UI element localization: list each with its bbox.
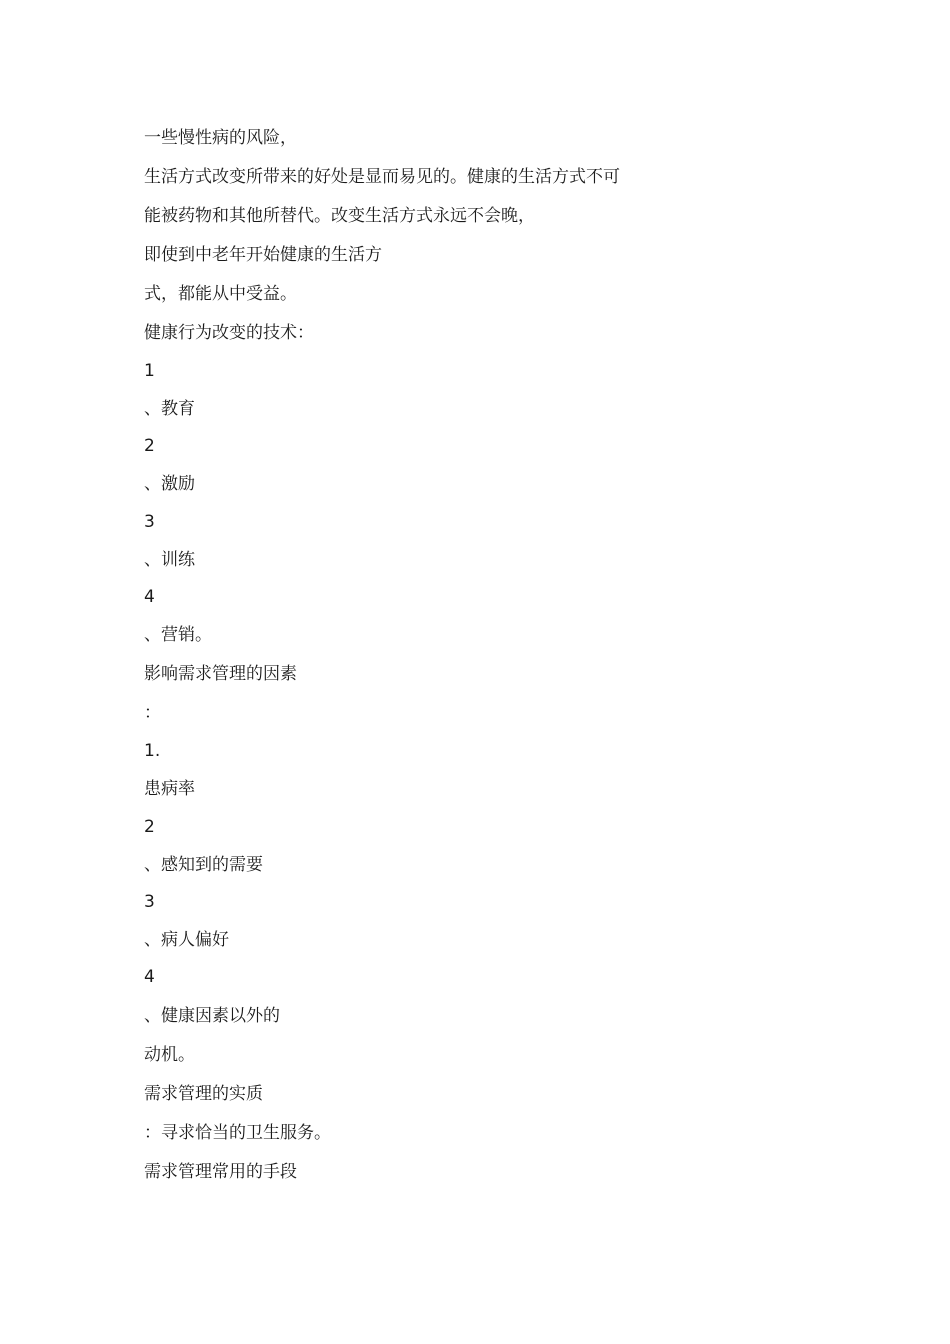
text-line: ：寻求恰当的卫生服务。 [144,1123,331,1143]
list-item: 、训练 [144,550,195,570]
text-line: 式，都能从中受益。 [144,284,297,304]
text-line: 能被药物和其他所替代。改变生活方式永远不会晚， [144,206,535,226]
text-line: 即使到中老年开始健康的生活方 [144,245,382,265]
list-item: 、激励 [144,474,195,494]
section-heading: 影响需求管理的因素 [144,664,297,684]
section-heading: 健康行为改变的技术： [144,323,314,343]
list-item: 、病人偏好 [144,930,229,950]
list-number: 4 [144,967,155,987]
list-item: 、营销。 [144,625,212,645]
text-line: ： [144,703,161,723]
list-item: 、健康因素以外的 [144,1006,280,1026]
text-line: 一些慢性病的风险， [144,128,297,148]
list-item: 患病率 [144,779,195,799]
text-line: 生活方式改变所带来的好处是显而易见的。健康的生活方式不可 [144,167,620,187]
list-number: 2 [144,436,155,456]
list-number: 4 [144,587,155,607]
list-item: 、感知到的需要 [144,855,263,875]
list-item: 、教育 [144,399,195,419]
list-number: 2 [144,817,155,837]
text-line: 动机。 [144,1045,195,1065]
section-heading: 需求管理常用的手段 [144,1162,297,1182]
list-number: 3 [144,892,155,912]
section-heading: 需求管理的实质 [144,1084,263,1104]
list-number: 1. [144,741,161,761]
list-number: 1 [144,361,155,381]
list-number: 3 [144,512,155,532]
